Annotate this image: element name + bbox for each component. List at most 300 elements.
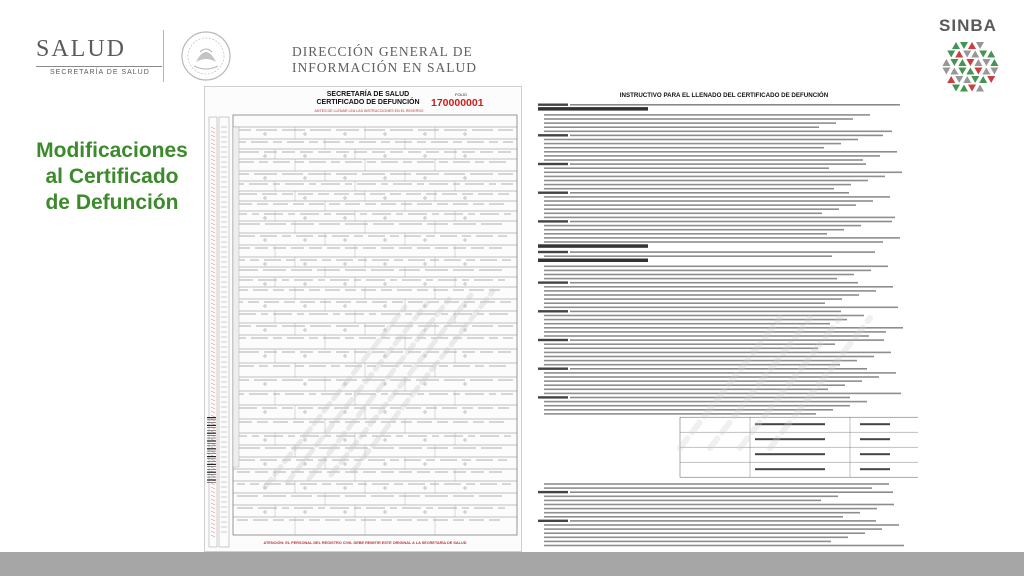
- margin-text-line: [211, 259, 215, 261]
- barcode-bar: [207, 461, 216, 462]
- margin-text-line: [211, 255, 215, 257]
- form-checkbox: [384, 487, 386, 489]
- form-checkbox: [264, 155, 266, 157]
- instr-text-line: [544, 508, 877, 510]
- sinba-triangle: [987, 51, 995, 58]
- margin-text-line: [211, 135, 215, 137]
- instr-text-line: [544, 500, 821, 502]
- sinba-triangle: [971, 51, 979, 58]
- instr-text-line: [544, 307, 898, 309]
- instr-text-line: [544, 483, 889, 485]
- margin-text-line: [211, 159, 215, 161]
- margin-text-line: [211, 323, 215, 325]
- form-checkbox: [264, 133, 266, 135]
- form-checkbox: [264, 177, 266, 179]
- margin-text-line: [211, 143, 215, 145]
- form-checkbox: [464, 239, 466, 241]
- margin-text-line: [211, 195, 215, 197]
- instr-text-line: [544, 188, 834, 190]
- form-checkbox: [304, 305, 306, 307]
- margin-text-line: [211, 399, 215, 401]
- sinba-triangle: [942, 59, 950, 66]
- form-checkbox: [424, 283, 426, 285]
- margin-text-line: [211, 499, 215, 501]
- form-checkbox: [304, 411, 306, 413]
- margin-text-line: [211, 371, 215, 373]
- margin-text-line: [211, 423, 215, 425]
- margin-text-line: [211, 483, 215, 485]
- salud-rule: [36, 66, 162, 67]
- form-checkbox: [304, 283, 306, 285]
- form-checkbox: [464, 283, 466, 285]
- sinba-triangle: [982, 68, 990, 75]
- form-checkbox: [304, 197, 306, 199]
- form-checkbox: [384, 263, 386, 265]
- margin-text-line: [211, 163, 215, 165]
- instr-heading-line: [538, 107, 648, 111]
- certificate-title-line-2: CERTIFICADO DE DEFUNCIÓN: [316, 99, 420, 106]
- margin-text-line: [211, 359, 215, 361]
- instr-heading-line: [538, 259, 648, 263]
- form-checkbox: [384, 439, 386, 441]
- margin-text-line: [211, 127, 215, 129]
- margin-text-line: [211, 327, 215, 329]
- instr-text-line: [544, 172, 902, 174]
- barcode-bar: [207, 469, 216, 470]
- form-checkbox: [264, 283, 266, 285]
- sinba-triangle: [960, 42, 968, 49]
- instr-text-line: [544, 274, 854, 276]
- barcode-bar: [207, 435, 216, 436]
- barcode-bar: [207, 451, 216, 452]
- margin-text-line: [211, 299, 215, 301]
- margin-text-line: [211, 211, 215, 213]
- form-checkbox: [464, 197, 466, 199]
- title-line-2: al Certificado: [45, 165, 179, 188]
- sinba-triangle: [963, 51, 971, 58]
- margin-text-line: [211, 231, 215, 233]
- instr-text-line: [570, 104, 900, 106]
- instr-text-line: [544, 364, 840, 366]
- barcode-bar: [207, 427, 216, 428]
- instr-text-line: [544, 528, 882, 530]
- sinba-triangle: [968, 85, 976, 92]
- margin-text-line: [211, 515, 215, 517]
- form-checkbox: [424, 217, 426, 219]
- form-checkbox: [304, 511, 306, 513]
- instr-text-line: [544, 155, 880, 157]
- sinba-triangle: [974, 68, 982, 75]
- margin-text-line: [211, 263, 215, 265]
- barcode-bar: [207, 433, 216, 434]
- sinba-triangle: [990, 59, 998, 66]
- barcode-bar: [207, 456, 216, 457]
- form-checkbox: [304, 383, 306, 385]
- margin-text-line: [211, 271, 215, 273]
- instr-text-line: [544, 139, 858, 141]
- form-checkbox: [384, 283, 386, 285]
- sinba-triangle: [950, 59, 958, 66]
- form-checkbox: [304, 155, 306, 157]
- form-checkbox: [384, 305, 386, 307]
- instr-text-line: [544, 512, 860, 514]
- sinba-globe-icon: [937, 38, 999, 96]
- margin-text-line: [211, 355, 215, 357]
- title-line-3: de Defunción: [45, 191, 179, 214]
- instr-text-line: [570, 192, 849, 194]
- form-checkbox: [464, 263, 466, 265]
- margin-text-line: [211, 407, 215, 409]
- salud-logo: [36, 36, 166, 80]
- sinba-triangle: [955, 76, 963, 83]
- margin-text-line: [211, 203, 215, 205]
- section-label-column: [233, 127, 239, 467]
- instr-heading-line: [538, 244, 648, 248]
- instr-text-line: [570, 491, 893, 493]
- sinba-triangle: [990, 68, 998, 75]
- form-checkbox: [424, 155, 426, 157]
- form-checkbox: [344, 155, 346, 157]
- sinba-triangle: [982, 59, 990, 66]
- instr-text-line: [570, 282, 858, 284]
- instr-item-lead: [538, 368, 568, 370]
- margin-text-line: [211, 287, 215, 289]
- margin-text-line: [211, 235, 215, 237]
- form-checkbox: [384, 511, 386, 513]
- form-checkbox: [304, 439, 306, 441]
- form-checkbox: [344, 329, 346, 331]
- barcode-bar: [207, 438, 216, 439]
- margin-text-line: [211, 315, 215, 317]
- barcode-bar: [207, 446, 216, 447]
- form-checkbox: [464, 439, 466, 441]
- instr-text-line: [544, 176, 885, 178]
- margin-text-line: [211, 503, 215, 505]
- instr-text-line: [570, 163, 866, 165]
- margin-text-line: [211, 215, 215, 217]
- death-certificate-form: [204, 86, 522, 552]
- salud-wordmark: SALUD: [36, 36, 127, 62]
- sinba-triangle: [958, 59, 966, 66]
- instr-item-lead: [538, 491, 568, 493]
- form-checkbox: [264, 439, 266, 441]
- instr-text-line: [544, 487, 872, 489]
- margin-text-line: [211, 335, 215, 337]
- instructions-page: [530, 88, 918, 554]
- header-divider: [163, 30, 164, 82]
- margin-text-line: [211, 491, 215, 493]
- salud-subtitle: SECRETARÍA DE SALUD: [50, 69, 150, 76]
- margin-text-line: [211, 319, 215, 321]
- instr-text-line: [544, 208, 839, 210]
- sinba-triangle: [947, 76, 955, 83]
- form-checkbox: [344, 239, 346, 241]
- instr-text-line: [544, 131, 892, 133]
- instr-text-line: [544, 184, 851, 186]
- instr-text-line: [544, 348, 818, 350]
- form-checkbox: [344, 133, 346, 135]
- margin-text-line: [211, 507, 215, 509]
- instr-text-line: [544, 225, 861, 227]
- margin-text-line: [211, 467, 215, 469]
- form-checkbox: [384, 133, 386, 135]
- margin-text-line: [211, 191, 215, 193]
- instr-table-text: [860, 453, 890, 455]
- instr-text-line: [544, 331, 886, 333]
- instr-text-line: [544, 126, 819, 128]
- barcode-bar: [207, 482, 216, 483]
- form-checkbox: [424, 439, 426, 441]
- sinba-logo: [928, 16, 1008, 96]
- margin-text-line: [211, 475, 215, 477]
- margin-text-line: [211, 351, 215, 353]
- form-checkbox: [264, 355, 266, 357]
- form-checkbox: [304, 239, 306, 241]
- margin-text-line: [211, 427, 215, 429]
- form-checkbox: [424, 177, 426, 179]
- sinba-triangle: [952, 85, 960, 92]
- instr-table-text: [755, 438, 825, 440]
- instr-text-line: [544, 413, 816, 415]
- barcode-bar: [207, 464, 216, 465]
- instr-text-line: [544, 147, 824, 149]
- dgis-line-1: DIRECCIÓN GENERAL DE: [292, 44, 473, 59]
- sinba-triangle: [955, 51, 963, 58]
- instr-item-lead: [538, 163, 568, 165]
- barcode-bar: [207, 466, 216, 467]
- instr-text-line: [544, 323, 830, 325]
- barcode-bar: [207, 474, 216, 475]
- sinba-triangle: [976, 42, 984, 49]
- margin-text-line: [211, 391, 215, 393]
- instr-table-text: [860, 423, 890, 425]
- form-checkbox: [344, 197, 346, 199]
- form-checkbox: [384, 463, 386, 465]
- margin-text-line: [211, 387, 215, 389]
- instr-text-line: [570, 221, 892, 223]
- form-checkbox: [464, 217, 466, 219]
- instr-text-line: [544, 278, 837, 280]
- instr-text-line: [544, 118, 853, 120]
- watermark-stroke: [680, 318, 780, 448]
- margin-text-line: [211, 415, 215, 417]
- form-checkbox: [464, 355, 466, 357]
- instr-text-line: [570, 251, 875, 253]
- form-checkbox: [264, 511, 266, 513]
- instr-text-line: [544, 335, 869, 337]
- watermark-stroke: [710, 318, 810, 448]
- margin-text-line: [211, 267, 215, 269]
- margin-text-line: [211, 459, 215, 461]
- form-checkbox: [344, 263, 346, 265]
- margin-text-line: [211, 379, 215, 381]
- instr-text-line: [570, 135, 883, 137]
- margin-text-line: [211, 279, 215, 281]
- margin-text-line: [211, 247, 215, 249]
- watermark-stroke: [287, 303, 427, 483]
- sinba-triangle: [958, 68, 966, 75]
- instr-text-line: [544, 213, 822, 215]
- form-checkbox: [464, 487, 466, 489]
- instr-text-line: [544, 229, 844, 231]
- instr-text-line: [544, 356, 874, 358]
- instr-item-lead: [538, 192, 568, 194]
- margin-text-line: [211, 223, 215, 225]
- form-checkbox: [424, 197, 426, 199]
- instr-text-line: [544, 545, 904, 547]
- footer-band: [0, 552, 1024, 576]
- instr-table-text: [755, 453, 825, 455]
- instr-text-line: [544, 241, 883, 243]
- instr-text-line: [544, 217, 895, 219]
- instr-text-line: [544, 380, 862, 382]
- form-checkbox: [304, 329, 306, 331]
- instr-text-line: [544, 122, 836, 124]
- form-checkbox: [264, 383, 266, 385]
- form-checkbox: [264, 263, 266, 265]
- form-checkbox: [304, 217, 306, 219]
- form-checkbox: [384, 217, 386, 219]
- instr-text-line: [544, 541, 831, 543]
- form-checkbox: [304, 355, 306, 357]
- form-checkbox: [384, 411, 386, 413]
- margin-text-line: [211, 239, 215, 241]
- margin-text-line: [211, 527, 215, 529]
- form-checkbox: [384, 197, 386, 199]
- sinba-triangle: [942, 68, 950, 75]
- sinba-triangle: [966, 68, 974, 75]
- instr-text-line: [544, 151, 897, 153]
- sinba-triangle: [987, 76, 995, 83]
- form-checkbox: [304, 263, 306, 265]
- instr-text-line: [544, 294, 859, 296]
- instr-text-line: [544, 409, 833, 411]
- instr-text-line: [544, 504, 894, 506]
- instr-text-line: [544, 302, 825, 304]
- title-line-1: Modificaciones: [36, 139, 188, 162]
- barcode-bar: [207, 443, 216, 444]
- form-checkbox: [304, 133, 306, 135]
- certificate-form-grid: [205, 87, 522, 552]
- instr-text-line: [544, 327, 903, 329]
- page-title: [22, 138, 202, 216]
- instr-text-line: [544, 315, 864, 317]
- margin-text-line: [211, 187, 215, 189]
- margin-text-line: [211, 331, 215, 333]
- instr-text-line: [544, 237, 900, 239]
- watermark-stroke: [353, 291, 493, 471]
- margin-text-line: [211, 511, 215, 513]
- instr-text-line: [544, 532, 865, 534]
- margin-text-line: [211, 131, 215, 133]
- form-checkbox: [264, 329, 266, 331]
- instr-text-line: [544, 524, 899, 526]
- margin-text-line: [211, 147, 215, 149]
- instr-item-lead: [538, 281, 568, 283]
- margin-text-line: [211, 403, 215, 405]
- instr-text-line: [544, 384, 845, 386]
- form-checkbox: [344, 511, 346, 513]
- margin-text-line: [211, 139, 215, 141]
- instr-text-line: [544, 298, 842, 300]
- form-checkbox: [344, 305, 346, 307]
- form-checkbox: [424, 463, 426, 465]
- form-checkbox: [304, 487, 306, 489]
- instr-item-lead: [538, 251, 568, 253]
- margin-text-line: [211, 495, 215, 497]
- dgis-title: [292, 44, 477, 76]
- margin-text-line: [211, 291, 215, 293]
- instr-text-line: [544, 496, 838, 498]
- margin-text-line: [211, 311, 215, 313]
- instr-text-line: [544, 270, 871, 272]
- instr-text-line: [544, 114, 870, 116]
- form-checkbox: [384, 177, 386, 179]
- barcode-bar: [207, 417, 216, 418]
- barcode-bar: [207, 479, 216, 480]
- instr-text-line: [544, 200, 873, 202]
- form-checkbox: [464, 383, 466, 385]
- form-checkbox: [264, 239, 266, 241]
- certificate-title-line-1: SECRETARÍA DE SALUD: [326, 91, 410, 98]
- margin-text-line: [211, 303, 215, 305]
- margin-text-line: [211, 343, 215, 345]
- margin-text-line: [211, 531, 215, 533]
- barcode-bar: [207, 420, 216, 421]
- form-checkbox: [424, 487, 426, 489]
- national-seal-icon: [180, 30, 232, 82]
- sinba-triangle: [976, 85, 984, 92]
- sinba-triangle: [952, 42, 960, 49]
- instr-text-line: [544, 204, 856, 206]
- sinba-triangle: [974, 59, 982, 66]
- watermark-stroke: [770, 318, 870, 448]
- form-checkbox: [464, 411, 466, 413]
- sinba-triangle: [968, 42, 976, 49]
- form-checkbox: [384, 239, 386, 241]
- dgis-line-2: INFORMACIÓN EN SALUD: [292, 60, 478, 75]
- form-checkbox: [344, 217, 346, 219]
- instr-item-lead: [538, 310, 568, 312]
- instr-text-line: [544, 290, 876, 292]
- barcode-bar: [207, 430, 216, 431]
- margin-text-line: [211, 375, 215, 377]
- instr-text-line: [544, 266, 888, 268]
- form-checkbox: [464, 463, 466, 465]
- barcode-bar: [207, 477, 216, 478]
- instr-item-lead: [538, 339, 568, 341]
- instr-text-line: [544, 255, 832, 257]
- sinba-triangle: [971, 76, 979, 83]
- barcode-bar: [207, 422, 216, 423]
- sinba-triangle: [979, 51, 987, 58]
- margin-text-line: [211, 347, 215, 349]
- instr-table-text: [860, 438, 890, 440]
- certificate-title: [313, 91, 423, 107]
- instr-text-line: [544, 233, 827, 235]
- form-checkbox: [464, 133, 466, 135]
- instr-text-line: [544, 159, 863, 161]
- instr-text-line: [544, 180, 868, 182]
- certificate-subtitle: ANTES DE LLENAR LEA LAS INSTRUCCIONES EN EL REVERSO: [314, 109, 424, 113]
- margin-text-line: [211, 183, 215, 185]
- margin-text-line: [211, 275, 215, 277]
- sinba-triangle: [966, 59, 974, 66]
- sinba-triangle: [963, 76, 971, 83]
- barcode-bar: [207, 440, 216, 441]
- form-checkbox: [264, 305, 266, 307]
- margin-text-line: [211, 219, 215, 221]
